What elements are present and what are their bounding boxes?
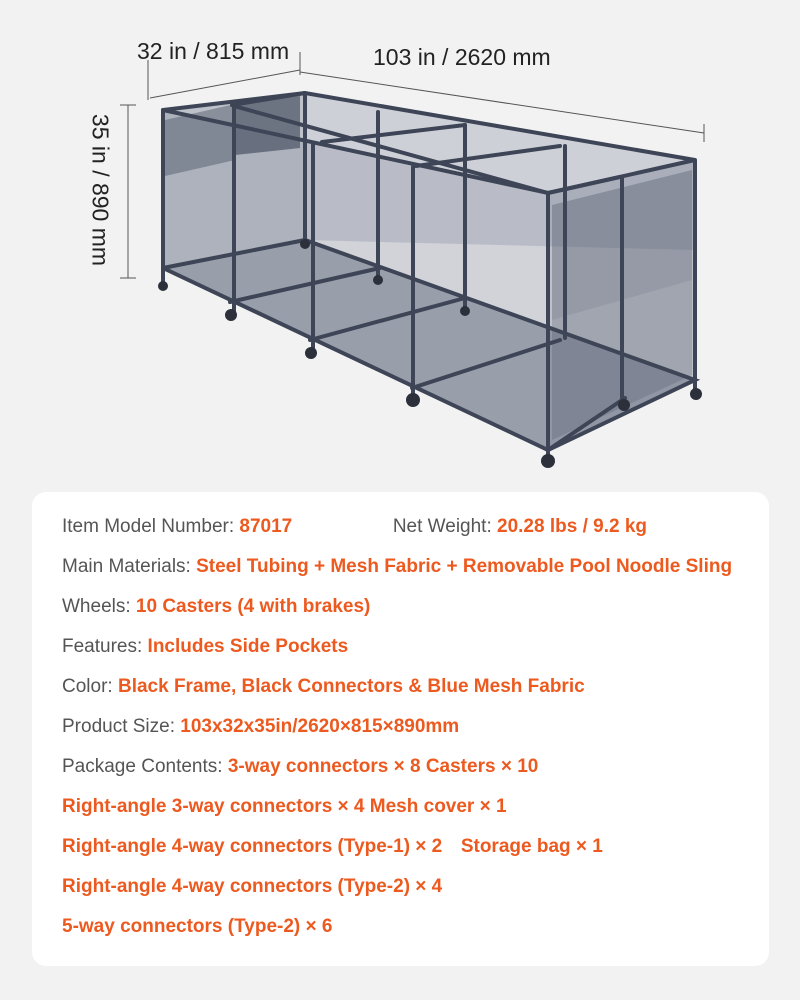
spec-model-weight-row [62,516,647,538]
spec-package-row [62,756,538,778]
weight-label: Net Weight: [392,516,492,537]
package-item: Right-angle 4-way connectors (Type-2) × 4 [62,876,443,897]
size-value: 103x32x35in/2620×815×890mm [180,716,460,737]
package-item: Right-angle 3-way connectors × 4 [62,796,365,817]
package-row-3 [62,836,603,858]
model-label: Item Model Number: [62,516,235,537]
color-label: Color: [62,676,113,697]
spec-wheels-row [62,596,370,618]
spec-color-row [62,676,585,698]
weight-value: 20.28 lbs / 9.2 kg [497,516,647,537]
package-row-2 [62,796,507,818]
wheels-label: Wheels: [62,596,131,617]
size-label: Product Size: [62,716,175,737]
width-dimension-label: 32 in / 815 mm [137,38,290,64]
materials-label: Main Materials: [62,556,191,577]
features-value: Includes Side Pockets [147,636,349,657]
materials-value: Steel Tubing + Mesh Fabric + Removable Pool Noodle Sling [196,556,733,577]
package-label: Package Contents: [62,756,223,777]
spec-materials-row [62,556,732,578]
package-row-4 [62,876,442,898]
package-item: Right-angle 4-way connectors (Type-1) × 2 [62,836,443,857]
pool-storage-cart-image [0,0,800,480]
features-label: Features: [62,636,143,657]
package-row-5 [62,916,332,938]
wheels-value: 10 Casters (4 with brakes) [135,596,371,617]
height-dimension-label: 35 in / 890 mm [87,113,114,267]
model-value: 87017 [239,516,293,537]
specs-card [32,492,769,966]
spec-features-row [62,636,348,658]
color-value: Black Frame, Black Connectors & Blue Mesh Fabric [117,676,585,697]
package-item: Storage bag × 1 [460,836,603,857]
package-item: 3-way connectors × 8 [227,756,421,777]
package-item: 5-way connectors (Type-2) × 6 [62,916,333,937]
length-dimension-label: 103 in / 2620 mm [373,44,551,70]
package-item: Casters × 10 [425,756,539,777]
spec-size-row [62,716,459,738]
product-illustration [0,0,800,480]
package-item: Mesh cover × 1 [369,796,507,817]
